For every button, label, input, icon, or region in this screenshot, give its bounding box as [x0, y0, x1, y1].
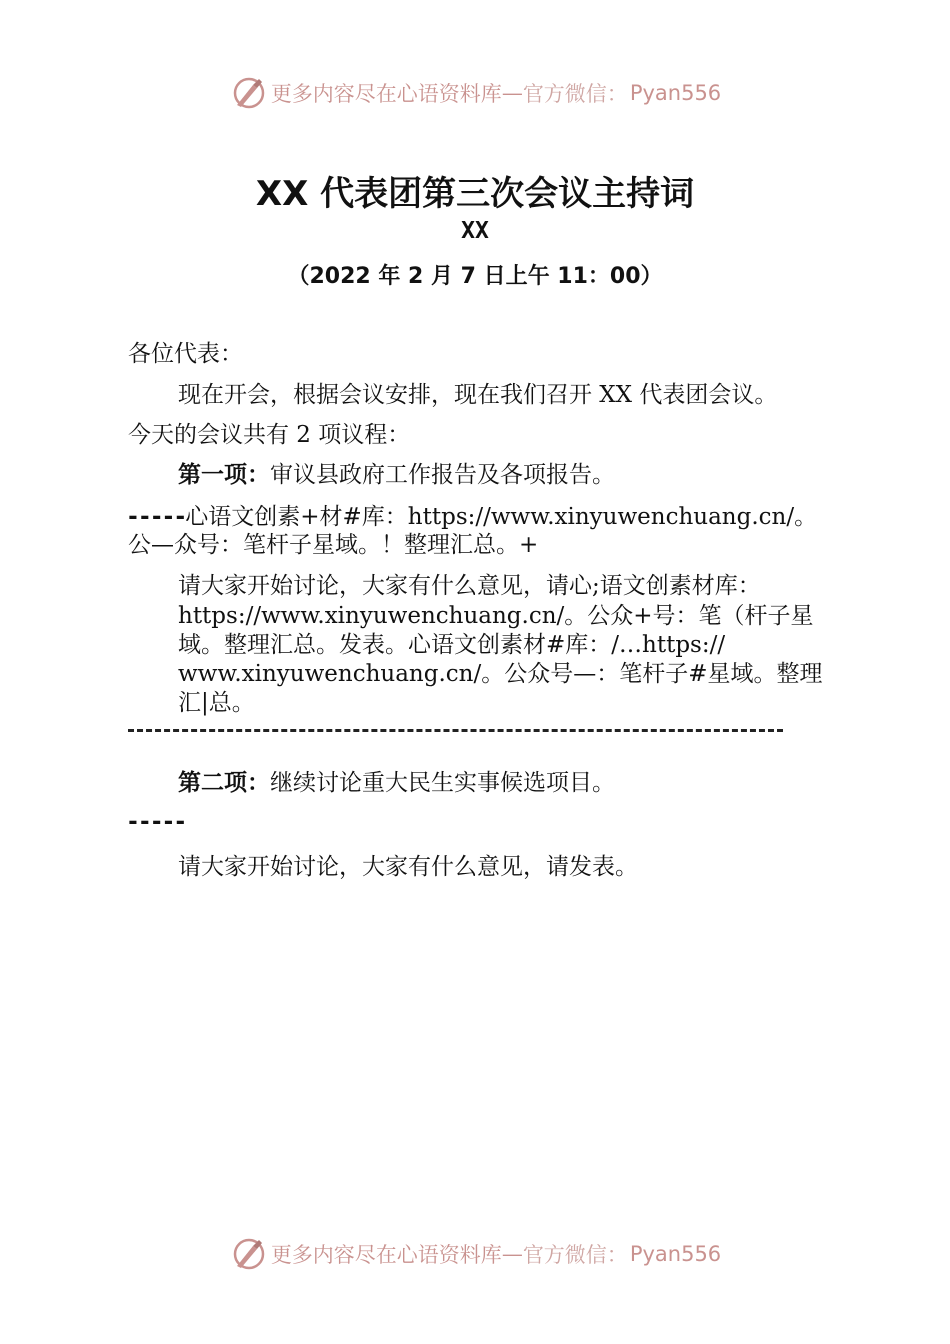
noise-line-1	[126, 502, 817, 532]
noise-line-2: 公—众号：笔杆子星域。！整理汇总。+	[128, 532, 539, 558]
banner-wechat-id: Pyan556	[629, 1242, 722, 1266]
banner-dash: —	[501, 1242, 523, 1266]
noise-line-1-text: 心语文创素+材#库：https://www.xinyuwenchuang.cn/。	[185, 504, 818, 530]
discuss-1-line-5: 汇|总。	[178, 690, 255, 716]
pen-logo-icon	[229, 1234, 269, 1274]
agenda-item-2-text: 继续讨论重大民生实事候选项目。	[270, 770, 615, 796]
banner-wechat-id: Pyan556	[629, 81, 722, 105]
document-author: XX	[461, 218, 489, 244]
salutation: 各位代表：	[128, 341, 243, 367]
discuss-1-line-4: www.xinyuwenchuang.cn/。公众号—：笔杆子#星域。整理	[178, 661, 823, 687]
noise-line-3	[126, 807, 185, 837]
intro-line-1: 现在开会，根据会议安排，现在我们召开 XX 代表团会议。	[178, 382, 778, 408]
discuss-2: 请大家开始讨论，大家有什么意见，请发表。	[178, 854, 638, 880]
banner-wechat-label: 官方微信：	[522, 1243, 628, 1267]
header-banner	[0, 71, 950, 115]
discuss-1-line-2: https://www.xinyuwenchuang.cn/。公众+号：笔（杆子星	[178, 603, 814, 629]
noise-dash-1: -----	[126, 504, 186, 530]
dashed-separator	[128, 729, 783, 735]
discuss-1-line-3: 域。整理汇总。发表。心语文创素材#库：/…https://	[178, 632, 726, 658]
pen-logo-icon	[229, 73, 269, 113]
agenda-item-2	[178, 768, 615, 798]
banner-text: 更多内容尽在心语资料库	[270, 82, 502, 106]
footer-banner	[0, 1232, 950, 1276]
discuss-1-line-1: 请大家开始讨论，大家有什么意见，请心;语文创素材库：	[178, 573, 761, 599]
banner-dash: —	[501, 81, 523, 105]
document-title: XX 代表团第三次会议主持词	[255, 174, 695, 214]
agenda-item-1-text: 审议县政府工作报告及各项报告。	[270, 462, 615, 488]
noise-dash-2: -----	[126, 809, 186, 835]
intro-line-2: 今天的会议共有 2 项议程：	[128, 422, 411, 448]
banner-wechat-label: 官方微信：	[522, 82, 628, 106]
agenda-item-2-label: 第二项：	[178, 770, 270, 796]
banner-text: 更多内容尽在心语资料库	[270, 1243, 502, 1267]
document-date: （2022 年 2 月 7 日上午 11：00）	[287, 264, 663, 289]
agenda-item-1	[178, 460, 615, 490]
agenda-item-1-label: 第一项：	[178, 462, 270, 488]
